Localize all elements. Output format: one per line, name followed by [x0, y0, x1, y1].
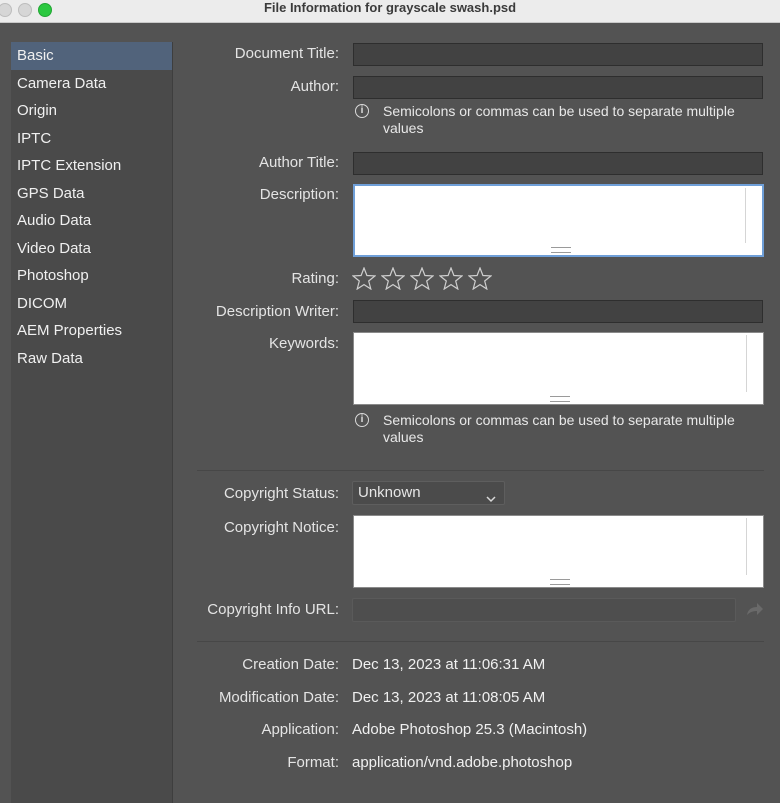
star-icon-2[interactable]: [381, 267, 405, 290]
modification-date-label: Modification Date:: [218, 689, 339, 706]
description-label: Description:: [259, 186, 339, 203]
format-label: Format:: [287, 754, 339, 771]
copyright-status-label: Copyright Status:: [223, 485, 339, 502]
sidebar-item-aem-properties[interactable]: AEM Properties: [17, 322, 123, 339]
star-icon-1[interactable]: [352, 267, 376, 290]
creation-date-label: Creation Date:: [242, 656, 339, 673]
sidebar-item-iptc-extension[interactable]: IPTC Extension: [17, 157, 122, 174]
sidebar-item-camera-data[interactable]: Camera Data: [17, 74, 107, 92]
description-writer-input[interactable]: [353, 300, 763, 323]
keywords-label: Keywords:: [268, 335, 339, 352]
sidebar-item-raw-data[interactable]: Raw Data: [17, 349, 83, 367]
copyright-status-value: Unknown: [358, 484, 421, 501]
sidebar-item-origin[interactable]: Origin: [17, 102, 58, 119]
info-icon: i: [355, 104, 369, 118]
info-icon: i: [355, 413, 369, 427]
sidebar-item-gps-data[interactable]: GPS Data: [17, 184, 85, 202]
sidebar-item-photoshop[interactable]: Photoshop: [17, 267, 89, 284]
format-value: application/vnd.adobe.photoshop: [352, 754, 573, 771]
keywords-resize-handle[interactable]: [550, 396, 570, 402]
window-title: File Information for grayscale swash.psd: [263, 0, 517, 15]
sidebar-item-dicom[interactable]: DICOM: [17, 294, 67, 312]
copyright-status-select[interactable]: [352, 481, 505, 505]
sidebar-item-iptc[interactable]: IPTC: [17, 129, 52, 147]
copyright-notice-textarea[interactable]: [353, 515, 764, 588]
sidebar: [11, 42, 173, 803]
rating-stars: [352, 267, 492, 290]
application-label: Application:: [261, 721, 339, 738]
keywords-scrollbar[interactable]: [746, 335, 747, 392]
star-icon-4[interactable]: [439, 267, 463, 290]
description-textarea[interactable]: [353, 184, 764, 257]
chevron-down-icon: [486, 488, 496, 510]
copyright-url-label: Copyright Info URL:: [207, 601, 339, 618]
creation-date-value: Dec 13, 2023 at 11:06:31 AM: [352, 656, 546, 673]
copyright-notice-label: Copyright Notice:: [223, 519, 339, 536]
author-title-input[interactable]: [353, 152, 763, 175]
description-resize-handle[interactable]: [551, 247, 571, 253]
sidebar-item-video-data[interactable]: Video Data: [17, 239, 91, 257]
star-icon-3[interactable]: [410, 267, 434, 290]
copyright-notice-scrollbar[interactable]: [746, 518, 747, 575]
rating-label: Rating:: [291, 270, 339, 287]
author-hint-text: Semicolons or commas can be used to separate multiple values: [383, 103, 735, 136]
description-writer-label: Description Writer:: [215, 303, 339, 320]
copyright-url-input[interactable]: [352, 598, 736, 622]
sidebar-item-audio-data[interactable]: Audio Data: [17, 212, 92, 229]
open-url-icon[interactable]: [744, 600, 764, 620]
section-divider: [197, 470, 764, 471]
star-icon-5[interactable]: [468, 267, 492, 290]
modification-date-value: Dec 13, 2023 at 11:08:05 AM: [352, 689, 546, 706]
keywords-textarea[interactable]: [353, 332, 764, 405]
copyright-notice-resize-handle[interactable]: [550, 579, 570, 585]
description-scrollbar[interactable]: [745, 188, 746, 243]
title-bar: [0, 0, 780, 23]
document-title-label: Document Title:: [234, 45, 339, 62]
author-input[interactable]: [353, 76, 763, 99]
author-title-label: Author Title:: [258, 154, 339, 171]
sidebar-item-basic[interactable]: Basic: [11, 42, 172, 70]
author-label: Author:: [290, 78, 339, 95]
document-title-input[interactable]: [353, 43, 763, 66]
section-divider: [197, 641, 764, 642]
keywords-hint-text: Semicolons or commas can be used to separate multiple values: [383, 412, 735, 445]
application-value: Adobe Photoshop 25.3 (Macintosh): [352, 721, 588, 738]
